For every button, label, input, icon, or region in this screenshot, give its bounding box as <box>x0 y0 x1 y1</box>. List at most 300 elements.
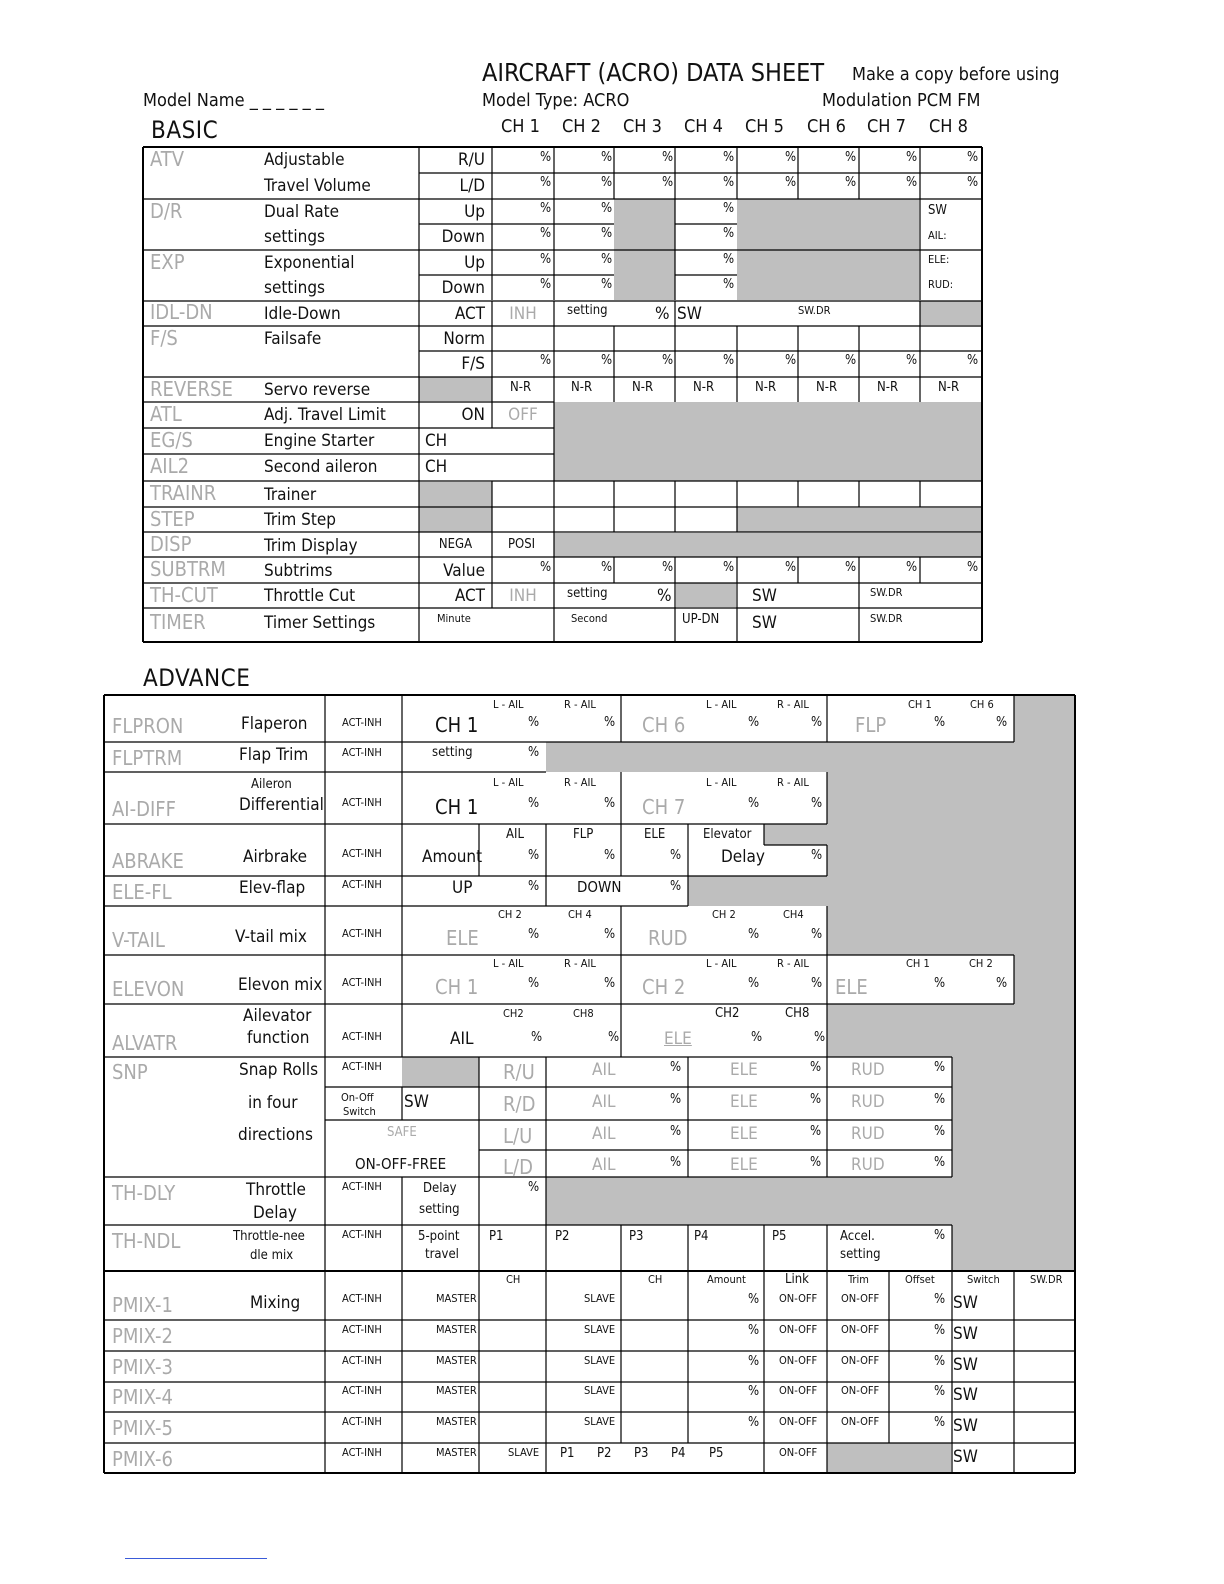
pct-mark-exp-up-0: % <box>540 252 552 267</box>
pmix-slave-2: SLAVE <box>584 1323 616 1336</box>
pct-mark-subtrm-2: % <box>662 560 674 575</box>
pmix-code-3: PMIX-3 <box>112 1355 173 1379</box>
pmix-slave-3: SLAVE <box>584 1354 616 1367</box>
row-name-exp-2: settings <box>264 278 325 298</box>
adv-code-elevon: ELEVON <box>112 977 185 1001</box>
row-sub-dr-1: Up <box>464 202 485 222</box>
snp-ail-0: AIL <box>592 1060 616 1080</box>
snp-dir-0: R/U <box>503 1060 535 1084</box>
flpron-rail-1: R - AIL <box>564 698 596 711</box>
pct-mark-atv-ld-2: % <box>662 175 674 190</box>
pmix-act-inh-2: ACT-INH <box>342 1323 382 1336</box>
elevon-ch2: CH 2 <box>642 975 686 999</box>
row-name-idl-dn: Idle-Down <box>264 304 341 324</box>
atl-off: OFF <box>508 405 538 425</box>
sheet-title: AIRCRAFT (ACRO) DATA SHEET <box>482 58 825 87</box>
thndl-accset: setting <box>840 1247 881 1262</box>
pmix-master-2: MASTER <box>436 1323 477 1336</box>
adv-pct-22: % <box>604 976 616 991</box>
row-sub-fs-norm: Norm <box>443 329 485 349</box>
row-code-thcut: TH-CUT <box>150 583 218 607</box>
snp-ele-pct-0: % <box>810 1060 822 1075</box>
pmix-head-switch: Switch <box>967 1273 1000 1286</box>
alvatr-ail: AIL <box>450 1029 474 1049</box>
row-code-egs: EG/S <box>150 428 193 452</box>
channel-header-5: CH 5 <box>745 116 784 137</box>
pct-mark-fs-4: % <box>785 353 797 368</box>
flpron-lail-2: L - AIL <box>706 698 737 711</box>
idl-swdr: SW.DR <box>798 304 831 317</box>
alvatr-ch8-2: CH8 <box>785 1006 810 1021</box>
adv-pct-24: % <box>811 976 823 991</box>
thndl-accel: Accel. <box>840 1229 875 1244</box>
row-sub-fs-fs: F/S <box>461 354 485 374</box>
channel-header-7: CH 7 <box>867 116 906 137</box>
row-name-ail2: Second aileron <box>264 457 378 477</box>
pmix-head-ch: CH <box>506 1273 521 1286</box>
thndl-p4: P4 <box>694 1229 709 1244</box>
timer-swdr: SW.DR <box>870 612 903 625</box>
adv-pct-0: % <box>528 715 540 730</box>
pmix-amount-pct-3: % <box>748 1354 760 1369</box>
row-code-timer: TIMER <box>150 610 206 634</box>
act-inh-flptrm: ACT-INH <box>342 746 382 759</box>
thndl-p3: P3 <box>629 1229 644 1244</box>
pct-mark-atv-ru-4: % <box>785 150 797 165</box>
adv-code-thndl: TH-NDL <box>112 1229 181 1253</box>
adv-pct-30: % <box>814 1030 826 1045</box>
channel-header-1: CH 1 <box>501 116 540 137</box>
pmix1-name: Mixing <box>250 1293 301 1313</box>
snp-ele-3: ELE <box>730 1155 758 1175</box>
adv-pct-20: % <box>811 927 823 942</box>
pmix-link-4: ON-OFF <box>779 1384 818 1397</box>
row-code-subtrm: SUBTRM <box>150 557 226 581</box>
pct-mark-atv-ru-7: % <box>967 150 979 165</box>
act-inh-elefl: ACT-INH <box>342 878 382 891</box>
thdly-setting: setting <box>419 1202 460 1217</box>
row-name-subtrm: Subtrims <box>264 561 333 581</box>
pct-mark-exp-dn-1: % <box>601 277 613 292</box>
adv-pct-26: % <box>996 976 1008 991</box>
channel-header-6: CH 6 <box>807 116 846 137</box>
pct-mark-subtrm-1: % <box>601 560 613 575</box>
snp-rud-pct-2: % <box>934 1124 946 1139</box>
pmix-act-inh-5: ACT-INH <box>342 1415 382 1428</box>
elevon-hc1: CH 1 <box>906 957 930 970</box>
reverse-nr-3: N-R <box>632 380 654 395</box>
pmix-code-4: PMIX-4 <box>112 1385 173 1409</box>
pct-mark-subtrm-5: % <box>845 560 857 575</box>
row-code-idl-dn: IDL-DN <box>150 300 213 324</box>
reverse-nr-6: N-R <box>816 380 838 395</box>
pmix-link-6: ON-OFF <box>779 1446 818 1459</box>
pct-mark-atv-ru-0: % <box>540 150 552 165</box>
pmix-head-amount: Amount <box>707 1273 746 1286</box>
thcut-sw: SW <box>752 586 777 606</box>
thndl-act-inh: ACT-INH <box>342 1228 382 1241</box>
pmix-head-ch2: CH <box>648 1273 663 1286</box>
row-sub-atv-1: R/U <box>458 150 485 170</box>
pct-mark-exp-dn-3: % <box>723 277 735 292</box>
dr-sw-label: SW <box>928 203 947 218</box>
adv-pct-28: % <box>608 1030 620 1045</box>
row-name-atv-1: Adjustable <box>264 150 345 170</box>
footer-link-underline <box>125 1558 267 1559</box>
adv-code-elefl: ELE-FL <box>112 880 172 904</box>
pmix-master-3: MASTER <box>436 1354 477 1367</box>
thndl-p1: P1 <box>489 1229 504 1244</box>
adv-pct-5: % <box>996 715 1008 730</box>
pmix-head-offset: Offset <box>905 1273 935 1286</box>
thcut-act: ACT <box>454 586 485 606</box>
pct-mark-dr-up-3: % <box>723 201 735 216</box>
disp-posi: POSI <box>508 537 536 552</box>
pct-mark-atv-ld-7: % <box>967 175 979 190</box>
reverse-nr-5: N-R <box>755 380 777 395</box>
pmix-link-5: ON-OFF <box>779 1415 818 1428</box>
snp-onofffree: ON-OFF-FREE <box>355 1155 447 1173</box>
row-code-reverse: REVERSE <box>150 377 233 401</box>
pct-mark-subtrm-6: % <box>906 560 918 575</box>
pmix-offset-pct-1: % <box>934 1292 946 1307</box>
thndl-travel: travel <box>425 1247 459 1262</box>
thdly-act-inh: ACT-INH <box>342 1180 382 1193</box>
row-name-disp: Trim Display <box>264 536 358 556</box>
snp-dir-3: L/D <box>503 1155 533 1179</box>
row-code-dr: D/R <box>150 199 183 223</box>
flpron-rail-2: R - AIL <box>777 698 809 711</box>
pmix-act-inh-6: ACT-INH <box>342 1446 382 1459</box>
flpron-hc6: CH 6 <box>970 698 994 711</box>
snp-ail-2: AIL <box>592 1124 616 1144</box>
adv-code-thdly: TH-DLY <box>112 1181 176 1205</box>
row-name-reverse: Servo reverse <box>264 380 371 400</box>
pmix-trim-2: ON-OFF <box>841 1323 880 1336</box>
adv-name-aidiff-1: Aileron <box>251 777 292 792</box>
pct-mark-fs-7: % <box>967 353 979 368</box>
snp-onoff: On-Off <box>341 1091 374 1104</box>
adv-pct-2: % <box>748 715 760 730</box>
adv-pct-10: % <box>811 796 823 811</box>
channel-header-4: CH 4 <box>684 116 723 137</box>
snp-rud-3: RUD <box>851 1155 885 1175</box>
snp-ele-pct-3: % <box>810 1155 822 1170</box>
pct-mark-subtrm-0: % <box>540 560 552 575</box>
adv-name-aidiff-2: Differential <box>239 795 324 815</box>
pct-mark-fs-1: % <box>601 353 613 368</box>
reverse-nr-2: N-R <box>571 380 593 395</box>
pmix-master-5: MASTER <box>436 1415 477 1428</box>
adv-code-abrake: ABRAKE <box>112 849 184 873</box>
flpron-lail-1: L - AIL <box>493 698 524 711</box>
abrake-delay: Delay <box>721 847 765 867</box>
advance-heading: ADVANCE <box>143 664 251 692</box>
adv-pct-12: % <box>604 848 616 863</box>
snp-rud-0: RUD <box>851 1060 885 1080</box>
adv-name-vtail: V-tail mix <box>235 927 307 947</box>
flpron-ch1: CH 1 <box>435 713 479 737</box>
row-name-step: Trim Step <box>264 510 336 530</box>
pmix-offset-pct-2: % <box>934 1323 946 1338</box>
adv-name-alvatr-2: function <box>247 1028 310 1048</box>
pmix-slave-5: SLAVE <box>584 1415 616 1428</box>
act-inh-elevon: ACT-INH <box>342 976 382 989</box>
idl-setting: setting <box>567 303 608 318</box>
pmix-act-inh-4: ACT-INH <box>342 1384 382 1397</box>
pmix-link-2: ON-OFF <box>779 1323 818 1336</box>
aidiff-ch7: CH 7 <box>642 795 686 819</box>
pmix6-p3: P3 <box>634 1446 649 1461</box>
model-name-label: Model Name _ _ _ _ _ _ <box>143 90 324 111</box>
thcut-setting: setting <box>567 586 608 601</box>
adv-pct-15: % <box>528 879 540 894</box>
snp-ail-1: AIL <box>592 1092 616 1112</box>
snp-dir-2: L/U <box>503 1124 533 1148</box>
disp-nega: NEGA <box>438 537 473 552</box>
pmix-master-6: MASTER <box>436 1446 477 1459</box>
pct-mark-dr-dn-0: % <box>540 226 552 241</box>
pct-mark-atv-ld-6: % <box>906 175 918 190</box>
vtail-ch2-1: CH 2 <box>498 908 522 921</box>
pmix-trim-1: ON-OFF <box>841 1292 880 1305</box>
thndl-pct: % <box>934 1228 946 1243</box>
pct-mark-atv-ld-3: % <box>723 175 735 190</box>
vtail-ch4-1: CH 4 <box>568 908 592 921</box>
row-name-egs: Engine Starter <box>264 431 375 451</box>
snp-ail-3: AIL <box>592 1155 616 1175</box>
pct-mark-dr-dn-1: % <box>601 226 613 241</box>
pmix-offset-pct-4: % <box>934 1384 946 1399</box>
pmix6-p5: P5 <box>709 1446 724 1461</box>
row-name-dr-2: settings <box>264 227 325 247</box>
adv-name-thdly-2: Delay <box>253 1203 297 1223</box>
adv-name-thndl-2: dle mix <box>250 1248 294 1263</box>
adv-pct-17: % <box>528 927 540 942</box>
vtail-ch2-2: CH 2 <box>712 908 736 921</box>
elevon-rail-1: R - AIL <box>564 957 596 970</box>
snp-ele-1: ELE <box>730 1092 758 1112</box>
atl-on: ON <box>461 405 485 425</box>
adv-pct-23: % <box>748 976 760 991</box>
act-inh-flpron: ACT-INH <box>342 716 382 729</box>
pmix-offset-pct-3: % <box>934 1354 946 1369</box>
pmix-amount-pct-4: % <box>748 1384 760 1399</box>
pct-mark-atv-ld-5: % <box>845 175 857 190</box>
thcut-inh: INH <box>509 586 537 606</box>
row-code-trainr: TRAINR <box>150 481 217 505</box>
adv-code-flptrm: FLPTRM <box>112 746 183 770</box>
row-name-thcut: Throttle Cut <box>264 586 356 606</box>
pmix-code-6: PMIX-6 <box>112 1447 173 1471</box>
thndl-p5: P5 <box>772 1229 787 1244</box>
adv-pct-27: % <box>531 1030 543 1045</box>
elevon-ch1: CH 1 <box>435 975 479 999</box>
row-code-disp: DISP <box>150 532 192 556</box>
row-sub-idl-act: ACT <box>454 304 485 324</box>
snp-safe: SAFE <box>387 1125 417 1140</box>
adv-name-alvatr-1: Ailevator <box>243 1006 312 1026</box>
alvatr-ch2-2: CH2 <box>715 1006 740 1021</box>
flpron-hc1: CH 1 <box>908 698 932 711</box>
act-inh-alvatr: ACT-INH <box>342 1030 382 1043</box>
pct-mark-atv-ru-6: % <box>906 150 918 165</box>
aidiff-lail-2: L - AIL <box>706 776 737 789</box>
timer-minute: Minute <box>437 612 471 625</box>
snp-ail-pct-3: % <box>670 1155 682 1170</box>
snp-ail-pct-0: % <box>670 1060 682 1075</box>
elevon-lail-2: L - AIL <box>706 957 737 970</box>
pmix-sw-6: SW <box>953 1447 978 1467</box>
snp-ail-pct-2: % <box>670 1124 682 1139</box>
adv-code-snp: SNP <box>112 1060 148 1084</box>
channel-header-3: CH 3 <box>623 116 662 137</box>
pct-mark-dr-up-0: % <box>540 201 552 216</box>
snp-rud-pct-0: % <box>934 1060 946 1075</box>
adv-name-elevon: Elevon mix <box>238 975 323 995</box>
thndl-five: 5-point <box>418 1229 460 1244</box>
abrake-flp: FLP <box>573 827 594 842</box>
subtrm-value: Value <box>443 561 485 581</box>
thdly-delay: Delay <box>423 1181 457 1196</box>
row-sub-exp-1: Up <box>464 253 485 273</box>
pmix-act-inh-1: ACT-INH <box>342 1292 382 1305</box>
thdly-pct: % <box>528 1180 540 1195</box>
adv-name-elefl: Elev-flap <box>239 878 306 898</box>
snp-ail-pct-1: % <box>670 1092 682 1107</box>
adv-pct-6: % <box>528 745 540 760</box>
pct-mark-atv-ld-1: % <box>601 175 613 190</box>
adv-name-snp-3: directions <box>238 1125 313 1145</box>
abrake-amount: Amount <box>422 847 483 867</box>
adv-pct-29: % <box>751 1030 763 1045</box>
channel-header-2: CH 2 <box>562 116 601 137</box>
vtail-ele: ELE <box>446 926 479 950</box>
act-inh-vtail: ACT-INH <box>342 927 382 940</box>
pmix-sw-2: SW <box>953 1324 978 1344</box>
elevon-hc2: CH 2 <box>969 957 993 970</box>
adv-pct-14: % <box>811 848 823 863</box>
adv-code-vtail: V-TAIL <box>112 928 165 952</box>
pmix-slave-6: SLAVE <box>508 1446 540 1459</box>
pmix-act-inh-3: ACT-INH <box>342 1354 382 1367</box>
adv-pct-11: % <box>528 848 540 863</box>
pct-mark-exp-up-3: % <box>723 252 735 267</box>
flptrm-setting: setting <box>432 745 473 760</box>
aidiff-lail-1: L - AIL <box>493 776 524 789</box>
elefl-up: UP <box>452 878 473 898</box>
row-code-atv: ATV <box>150 147 185 171</box>
ail2-ch: CH <box>425 457 448 477</box>
pmix-sw-4: SW <box>953 1385 978 1405</box>
alvatr-ch8-1: CH8 <box>573 1007 594 1020</box>
snp-sw: SW <box>404 1092 429 1112</box>
aidiff-ch1: CH 1 <box>435 795 479 819</box>
adv-pct-18: % <box>604 927 616 942</box>
pct-mark-subtrm-7: % <box>967 560 979 575</box>
adv-pct-13: % <box>670 848 682 863</box>
basic-heading: BASIC <box>151 116 219 144</box>
flpron-flp: FLP <box>855 713 887 737</box>
adv-code-aidiff: AI-DIFF <box>112 797 176 821</box>
pmix-sw-1: SW <box>953 1293 978 1313</box>
adv-pct-3: % <box>811 715 823 730</box>
row-code-ail2: AIL2 <box>150 454 190 478</box>
row-name-atl: Adj. Travel Limit <box>264 405 386 425</box>
alvatr-ele: ELE <box>664 1029 692 1049</box>
dr-ail-label: AIL: <box>928 229 947 242</box>
pct-mark-atv-ru-1: % <box>601 150 613 165</box>
row-code-fs: F/S <box>150 326 178 350</box>
pmix-head-link: Link <box>785 1272 809 1287</box>
pmix-link-3: ON-OFF <box>779 1354 818 1367</box>
adv-pct-4: % <box>934 715 946 730</box>
pct-mark-fs-2: % <box>662 353 674 368</box>
reverse-nr-8: N-R <box>938 380 960 395</box>
pmix-code-5: PMIX-5 <box>112 1416 173 1440</box>
pct-mark-fs-6: % <box>906 353 918 368</box>
row-sub-atv-2: L/D <box>459 176 485 196</box>
adv-name-snp-1: Snap Rolls <box>239 1060 319 1080</box>
modulation-label: Modulation PCM FM <box>822 90 981 111</box>
pct-mark-dr-up-1: % <box>601 201 613 216</box>
adv-code-alvatr: ALVATR <box>112 1031 178 1055</box>
snp-rud-pct-1: % <box>934 1092 946 1107</box>
reverse-nr-7: N-R <box>877 380 899 395</box>
idl-sw: SW <box>677 304 702 324</box>
pct-mark-exp-dn-0: % <box>540 277 552 292</box>
thcut-swdr: SW.DR <box>870 586 903 599</box>
snp-act-inh: ACT-INH <box>342 1060 382 1073</box>
pct-mark-atv-ru-5: % <box>845 150 857 165</box>
idl-inh: INH <box>509 304 537 324</box>
reverse-nr-4: N-R <box>693 380 715 395</box>
aidiff-rail-2: R - AIL <box>777 776 809 789</box>
pmix-amount-pct-2: % <box>748 1323 760 1338</box>
channel-header-8: CH 8 <box>929 116 968 137</box>
snp-rud-pct-3: % <box>934 1155 946 1170</box>
pct-mark-fs-3: % <box>723 353 735 368</box>
flpron-ch6: CH 6 <box>642 713 686 737</box>
pmix-sw-3: SW <box>953 1355 978 1375</box>
act-inh-aidiff: ACT-INH <box>342 796 382 809</box>
row-code-exp: EXP <box>150 250 185 274</box>
copy-note: Make a copy before using <box>852 64 1060 85</box>
pmix-head-swdr: SW.DR <box>1030 1273 1063 1286</box>
adv-pct-19: % <box>748 927 760 942</box>
act-inh-abrake: ACT-INH <box>342 847 382 860</box>
snp-ele-pct-1: % <box>810 1092 822 1107</box>
row-name-fs: Failsafe <box>264 329 322 349</box>
pmix-trim-5: ON-OFF <box>841 1415 880 1428</box>
snp-ele-2: ELE <box>730 1124 758 1144</box>
abrake-elevator: Elevator <box>703 827 752 842</box>
vtail-ch4-2: CH4 <box>783 908 804 921</box>
pct-mark-atv-ld-4: % <box>785 175 797 190</box>
pmix-sw-5: SW <box>953 1416 978 1436</box>
pct-mark-dr-dn-3: % <box>723 226 735 241</box>
model-type-label: Model Type: ACRO <box>482 90 630 111</box>
row-code-step: STEP <box>150 507 195 531</box>
adv-name-snp-2: in four <box>248 1093 298 1113</box>
elevon-rail-2: R - AIL <box>777 957 809 970</box>
pmix-amount-pct-1: % <box>748 1292 760 1307</box>
snp-switch: Switch <box>343 1105 376 1118</box>
snp-rud-2: RUD <box>851 1124 885 1144</box>
pmix-slave-4: SLAVE <box>584 1384 616 1397</box>
elevon-ele: ELE <box>835 975 868 999</box>
row-name-atv-2: Travel Volume <box>264 176 371 196</box>
